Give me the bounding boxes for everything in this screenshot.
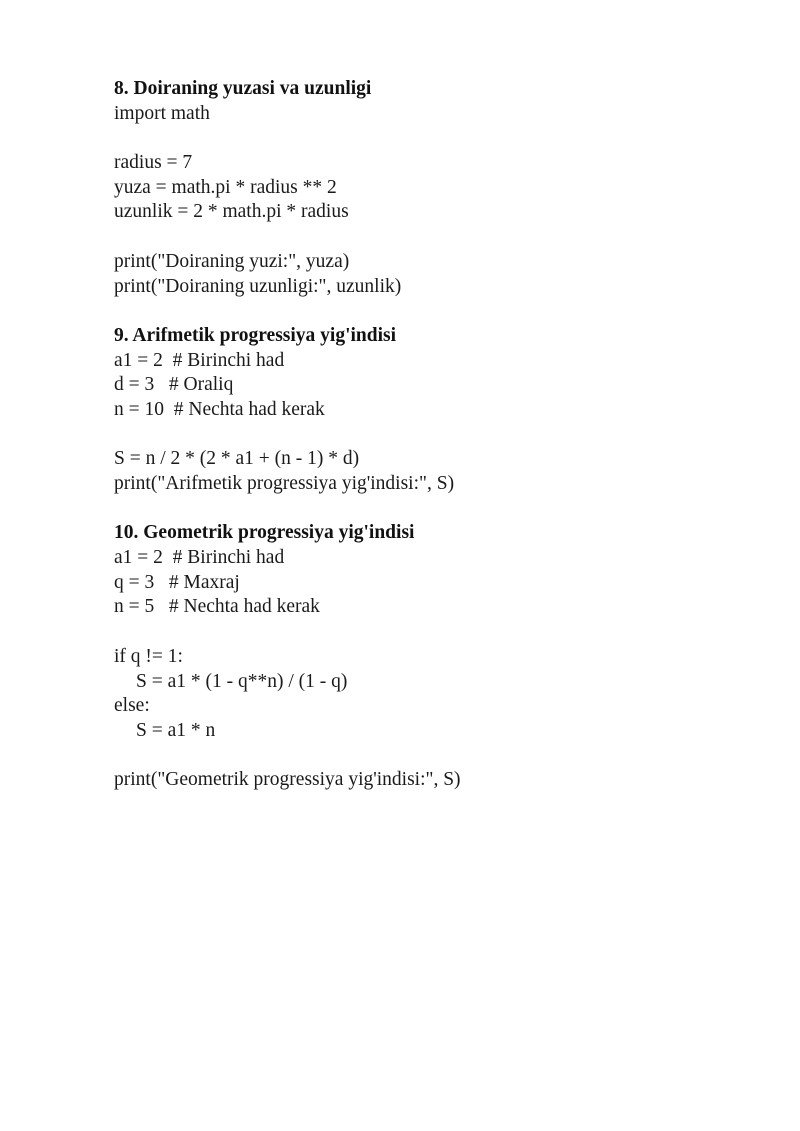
blank-line (114, 620, 754, 645)
code-line: print("Arifmetik progressiya yig'indisi:", S) (114, 473, 455, 494)
code-line: a1 = 2 # Birinchi had (114, 547, 285, 569)
blank-line (114, 423, 754, 448)
code-line: if q != 1: (114, 645, 183, 667)
section-heading: 8. Doiraning yuzasi va uzunligi (114, 78, 372, 99)
code-line: radius = 7 (114, 152, 193, 174)
blank-line (114, 126, 754, 151)
section-heading: 10. Geometrik progressiya yig'indisi (114, 522, 415, 544)
code-line: d = 3 # Oraliq (114, 374, 234, 396)
code-line-indented: S = a1 * n (136, 719, 216, 741)
code-line: uzunlik = 2 * math.pi * radius (114, 201, 349, 223)
section-heading: 9. Arifmetik progressiya yig'indisi (114, 324, 397, 346)
blank-line (114, 225, 754, 250)
code-line: yuza = math.pi * radius ** 2 (114, 176, 337, 198)
blank-line (114, 497, 754, 522)
code-line: print("Geometrik progressiya yig'indisi:", S) (114, 769, 461, 791)
code-line: import math (114, 102, 210, 124)
code-line: print("Doiraning yuzi:", yuza) (114, 250, 350, 272)
blank-line (114, 299, 754, 324)
code-line: n = 10 # Nechta had kerak (114, 398, 325, 420)
code-line: n = 5 # Nechta had kerak (114, 596, 320, 618)
code-line: print("Doiraning uzunligi:", uzunlik) (114, 275, 402, 297)
code-line: q = 3 # Maxraj (114, 571, 240, 593)
code-line: a1 = 2 # Birinchi had (114, 349, 285, 371)
document-page (114, 77, 754, 793)
blank-line (114, 744, 754, 769)
code-line-indented: S = a1 * (1 - q**n) / (1 - q) (136, 670, 348, 692)
code-line: else: (114, 695, 150, 717)
code-line: S = n / 2 * (2 * a1 + (n - 1) * d) (114, 448, 360, 470)
